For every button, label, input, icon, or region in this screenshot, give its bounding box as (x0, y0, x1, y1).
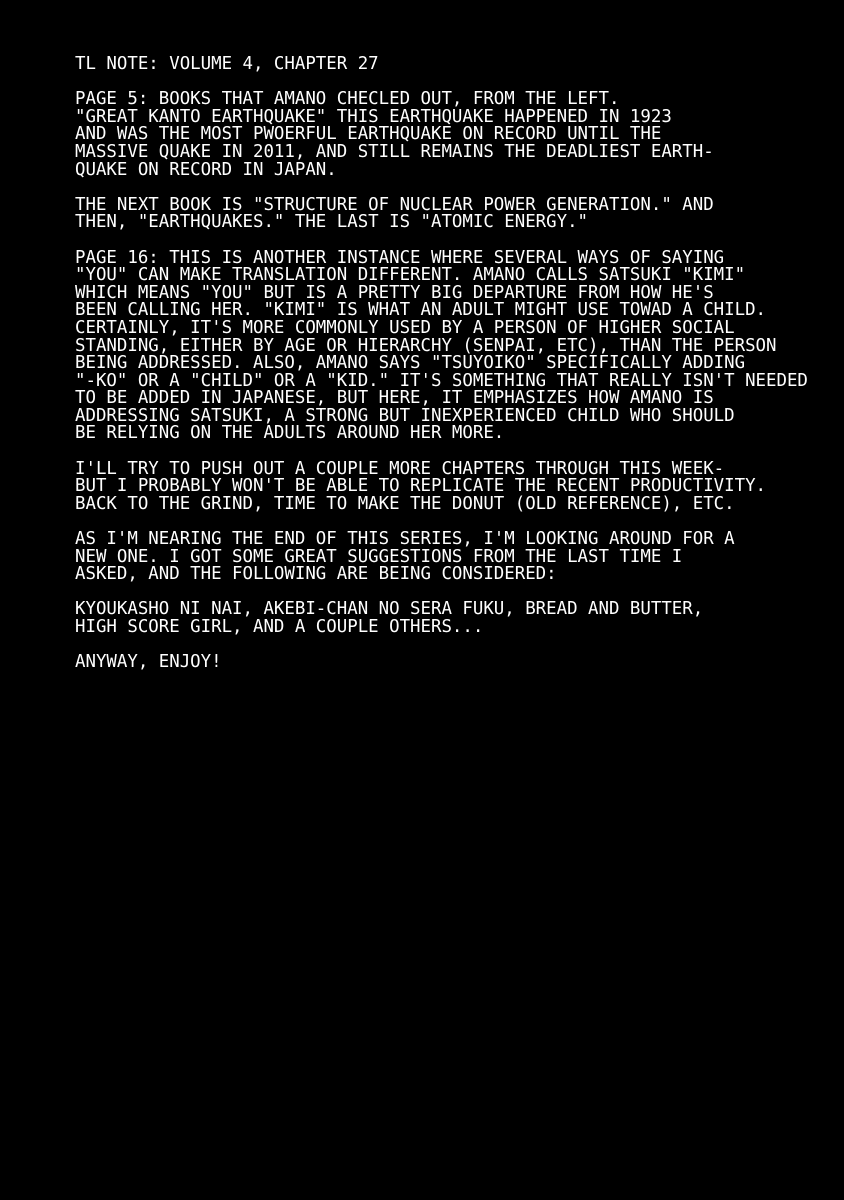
note-line: MASSIVE QUAKE IN 2011, AND STILL REMAINS THE DEADLIEST EARTH- (75, 141, 714, 162)
note-line: PAGE 5: BOOKS THAT AMANO CHECLED OUT, FROM THE LEFT. (75, 89, 620, 110)
note-title (75, 56, 795, 74)
note-line: AS I'M NEARING THE END OF THIS SERIES, I'M LOOKING AROUND FOR A (75, 529, 735, 550)
note-line: AND WAS THE MOST PWOERFUL EARTHQUAKE ON RECORD UNTIL THE (75, 124, 662, 145)
note-line: ASKED, AND THE FOLLOWING ARE BEING CONSIDERED: (75, 564, 557, 585)
note-line: I'LL TRY TO PUSH OUT A COUPLE MORE CHAPTERS THROUGH THIS WEEK- (75, 458, 725, 479)
note-line: NEW ONE. I GOT SOME GREAT SUGGESTIONS FROM THE LAST TIME I (75, 546, 683, 567)
note-line: QUAKE ON RECORD IN JAPAN. (75, 159, 337, 180)
note-line: BUT I PROBABLY WON'T BE ABLE TO REPLICATE THE RECENT PRODUCTIVITY. (75, 476, 767, 497)
note-line: THE NEXT BOOK IS "STRUCTURE OF NUCLEAR POWER GENERATION." AND (75, 194, 714, 215)
note-line: CERTAINLY, IT'S MORE COMMONLY USED BY A PERSON OF HIGHER SOCIAL (75, 317, 735, 338)
note-line: TO BE ADDED IN JAPANESE, BUT HERE, IT EMPHASIZES HOW AMANO IS (75, 388, 714, 409)
note-line: ANYWAY, ENJOY! (75, 652, 222, 673)
note-line: BEING ADDRESSED. ALSO, AMANO SAYS "TSUYOIKO" SPECIFICALLY ADDING (75, 353, 746, 374)
note-title-line: TL NOTE: VOLUME 4, CHAPTER 27 (75, 54, 379, 74)
note-line: HIGH SCORE GIRL, AND A COUPLE OTHERS... (75, 617, 484, 637)
note-line: WHICH MEANS "YOU" BUT IS A PRETTY BIG DEPARTURE FROM HOW HE'S (75, 282, 714, 303)
note-line: STANDING, EITHER BY AGE OR HIERARCHY (SENPAI, ETC), THAN THE PERSON (75, 335, 777, 356)
note-line: PAGE 16: THIS IS ANOTHER INSTANCE WHERE SEVERAL WAYS OF SAYING (75, 247, 725, 268)
note-paragraph-schedule (75, 458, 795, 514)
note-line: THEN, "EARTHQUAKES." THE LAST IS "ATOMIC ENERGY." (75, 212, 589, 233)
note-paragraph-closing (75, 654, 795, 672)
note-paragraph-page-16 (75, 247, 808, 444)
note-paragraph-next-series (75, 531, 795, 584)
note-paragraph-books (75, 194, 795, 233)
note-paragraph-page-5 (75, 91, 795, 179)
note-line: BACK TO THE GRIND, TIME TO MAKE THE DONUT (OLD REFERENCE), ETC. (75, 493, 735, 514)
note-line: ADDRESSING SATSUKI, A STRONG BUT INEXPERIENCED CHILD WHO SHOULD (75, 405, 735, 426)
note-paragraph-candidates (75, 601, 795, 636)
note-line: BE RELYING ON THE ADULTS AROUND HER MORE. (75, 423, 505, 444)
translator-note (75, 54, 808, 689)
note-line: BEEN CALLING HER. "KIMI" IS WHAT AN ADULT MIGHT USE TOWAD A CHILD. (75, 300, 767, 321)
note-line: KYOUKASHO NI NAI, AKEBI-CHAN NO SERA FUKU, BREAD AND BUTTER, (75, 599, 704, 620)
note-line: "-KO" OR A "CHILD" OR A "KID." IT'S SOMETHING THAT REALLY ISN'T NEEDED (75, 370, 808, 391)
note-line: "GREAT KANTO EARTHQUAKE" THIS EARTHQUAKE HAPPENED IN 1923 (75, 106, 672, 127)
note-line: "YOU" CAN MAKE TRANSLATION DIFFERENT. AMANO CALLS SATSUKI "KIMI" (75, 265, 746, 286)
